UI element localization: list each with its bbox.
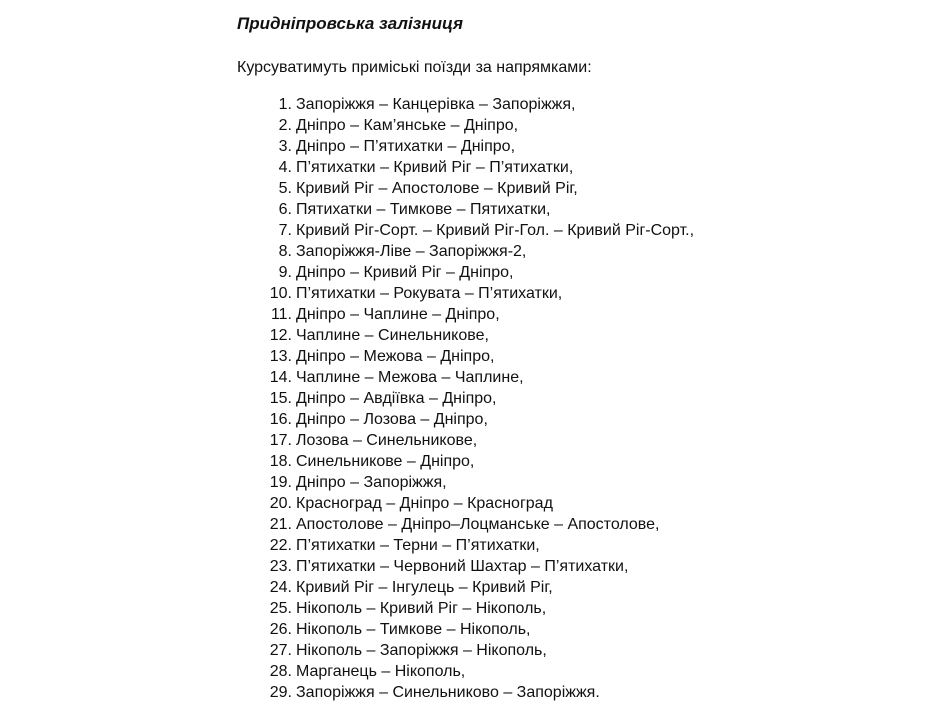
- intro-text: Курсуватимуть приміські поїзди за напрямками:: [237, 59, 592, 76]
- list-item-text: Дніпро – Лозова – Дніпро,: [296, 411, 488, 428]
- list-item: [237, 640, 897, 661]
- list-item-number: 23 .: [237, 556, 294, 577]
- list-item-number: 8 .: [237, 241, 294, 262]
- list-item-number: 10 .: [237, 283, 294, 304]
- list-item-text: Кривий Ріг-Сорт. – Кривий Ріг-Гол. – Кривий Ріг-Сорт.,: [296, 222, 695, 239]
- list-item: [237, 325, 897, 346]
- list-item: [237, 430, 897, 451]
- list-item-text: Кривий Ріг – Інгулець – Кривий Ріг,: [296, 579, 553, 596]
- list-item-number: 16 .: [237, 409, 294, 430]
- list-item-text: Дніпро – Чаплине – Дніпро,: [296, 306, 500, 323]
- list-item: [237, 661, 897, 682]
- list-item-text: Дніпро – Межова – Дніпро,: [296, 348, 495, 365]
- list-item-text: Апостолове – Дніпро–Лоцманське – Апостолове,: [296, 516, 660, 533]
- list-item: [237, 283, 897, 304]
- list-item-number: 14 .: [237, 367, 294, 388]
- list-item: [237, 199, 897, 220]
- list-item: [237, 157, 897, 178]
- list-item-text: Дніпро – Кривий Ріг – Дніпро,: [296, 264, 514, 281]
- list-item: [237, 304, 897, 325]
- list-item: [237, 451, 897, 472]
- list-item-number: 25 .: [237, 598, 294, 619]
- list-item: [237, 577, 897, 598]
- list-item-text: Чаплине – Межова – Чаплине,: [296, 369, 524, 386]
- list-item: [237, 682, 897, 703]
- list-item-number: 12 .: [237, 325, 294, 346]
- list-item: [237, 262, 897, 283]
- list-item: [237, 556, 897, 577]
- list-item-text: П’ятихатки – Терни – П’ятихатки,: [296, 537, 540, 554]
- list-item: [237, 388, 897, 409]
- list-item-text: Чаплине – Синельникове,: [296, 327, 489, 344]
- list-item-text: Дніпро – Кам’янське – Дніпро,: [296, 117, 519, 134]
- list-item: [237, 493, 897, 514]
- list-item: [237, 619, 897, 640]
- list-item-text: Нікополь – Кривий Ріг – Нікополь,: [296, 600, 547, 617]
- list-item: [237, 514, 897, 535]
- list-item-text: Дніпро – П’ятихатки – Дніпро,: [296, 138, 516, 155]
- list-item: [237, 472, 897, 493]
- list-item-number: 7 .: [237, 220, 294, 241]
- list-item-text: Запоріжжя – Синельниково – Запоріжжя.: [296, 684, 600, 701]
- list-item-number: 26 .: [237, 619, 294, 640]
- list-item: [237, 94, 897, 115]
- list-item-text: Красноград – Дніпро – Красноград: [296, 495, 553, 512]
- list-item-number: 17 .: [237, 430, 294, 451]
- list-item: [237, 136, 897, 157]
- list-item-text: Дніпро – Авдіївка – Дніпро,: [296, 390, 497, 407]
- list-item-number: 19 .: [237, 472, 294, 493]
- list-item-number: 2 .: [237, 115, 294, 136]
- list-item-number: 6 .: [237, 199, 294, 220]
- list-item-number: 27 .: [237, 640, 294, 661]
- list-item-number: 21 .: [237, 514, 294, 535]
- list-item-text: Лозова – Синельникове,: [296, 432, 478, 449]
- list-item-text: П’ятихатки – Рокувата – П’ятихатки,: [296, 285, 563, 302]
- list-item-number: 22 .: [237, 535, 294, 556]
- document-body: [237, 12, 897, 703]
- list-item-text: Нікополь – Тимкове – Нікополь,: [296, 621, 531, 638]
- document-title: Придніпровська залізниця: [237, 14, 463, 33]
- list-item-number: 18 .: [237, 451, 294, 472]
- list-item: [237, 367, 897, 388]
- list-item-number: 11 .: [237, 304, 294, 325]
- list-item: [237, 535, 897, 556]
- list-item-number: 4 .: [237, 157, 294, 178]
- list-item: [237, 220, 897, 241]
- list-item-number: 20 .: [237, 493, 294, 514]
- list-item: [237, 178, 897, 199]
- list-item-text: Дніпро – Запоріжжя,: [296, 474, 447, 491]
- list-item: [237, 346, 897, 367]
- list-item-text: Нікополь – Запоріжжя – Нікополь,: [296, 642, 547, 659]
- list-item-text: Кривий Ріг – Апостолове – Кривий Ріг,: [296, 180, 578, 197]
- list-item: [237, 409, 897, 430]
- list-item-text: Пятихатки – Тимкове – Пятихатки,: [296, 201, 551, 218]
- list-item-text: Синельникове – Дніпро,: [296, 453, 475, 470]
- list-item-text: Запоріжжя-Ліве – Запоріжжя-2,: [296, 243, 527, 260]
- list-item-number: 29 .: [237, 682, 294, 703]
- list-item: [237, 115, 897, 136]
- list-item-text: Марганець – Нікополь,: [296, 663, 466, 680]
- list-item: [237, 241, 897, 262]
- list-item-number: 13 .: [237, 346, 294, 367]
- list-item-text: П’ятихатки – Кривий Ріг – П’ятихатки,: [296, 159, 574, 176]
- route-list: [237, 94, 897, 703]
- list-item-number: 15 .: [237, 388, 294, 409]
- list-item-number: 3 .: [237, 136, 294, 157]
- list-item-number: 28 .: [237, 661, 294, 682]
- list-item-number: 9 .: [237, 262, 294, 283]
- list-item-text: Запоріжжя – Канцерівка – Запоріжжя,: [296, 96, 576, 113]
- list-item-number: 5 .: [237, 178, 294, 199]
- list-item-number: 1 .: [237, 94, 294, 115]
- list-item: [237, 598, 897, 619]
- list-item-text: П’ятихатки – Червоний Шахтар – П’ятихатки,: [296, 558, 629, 575]
- list-item-number: 24 .: [237, 577, 294, 598]
